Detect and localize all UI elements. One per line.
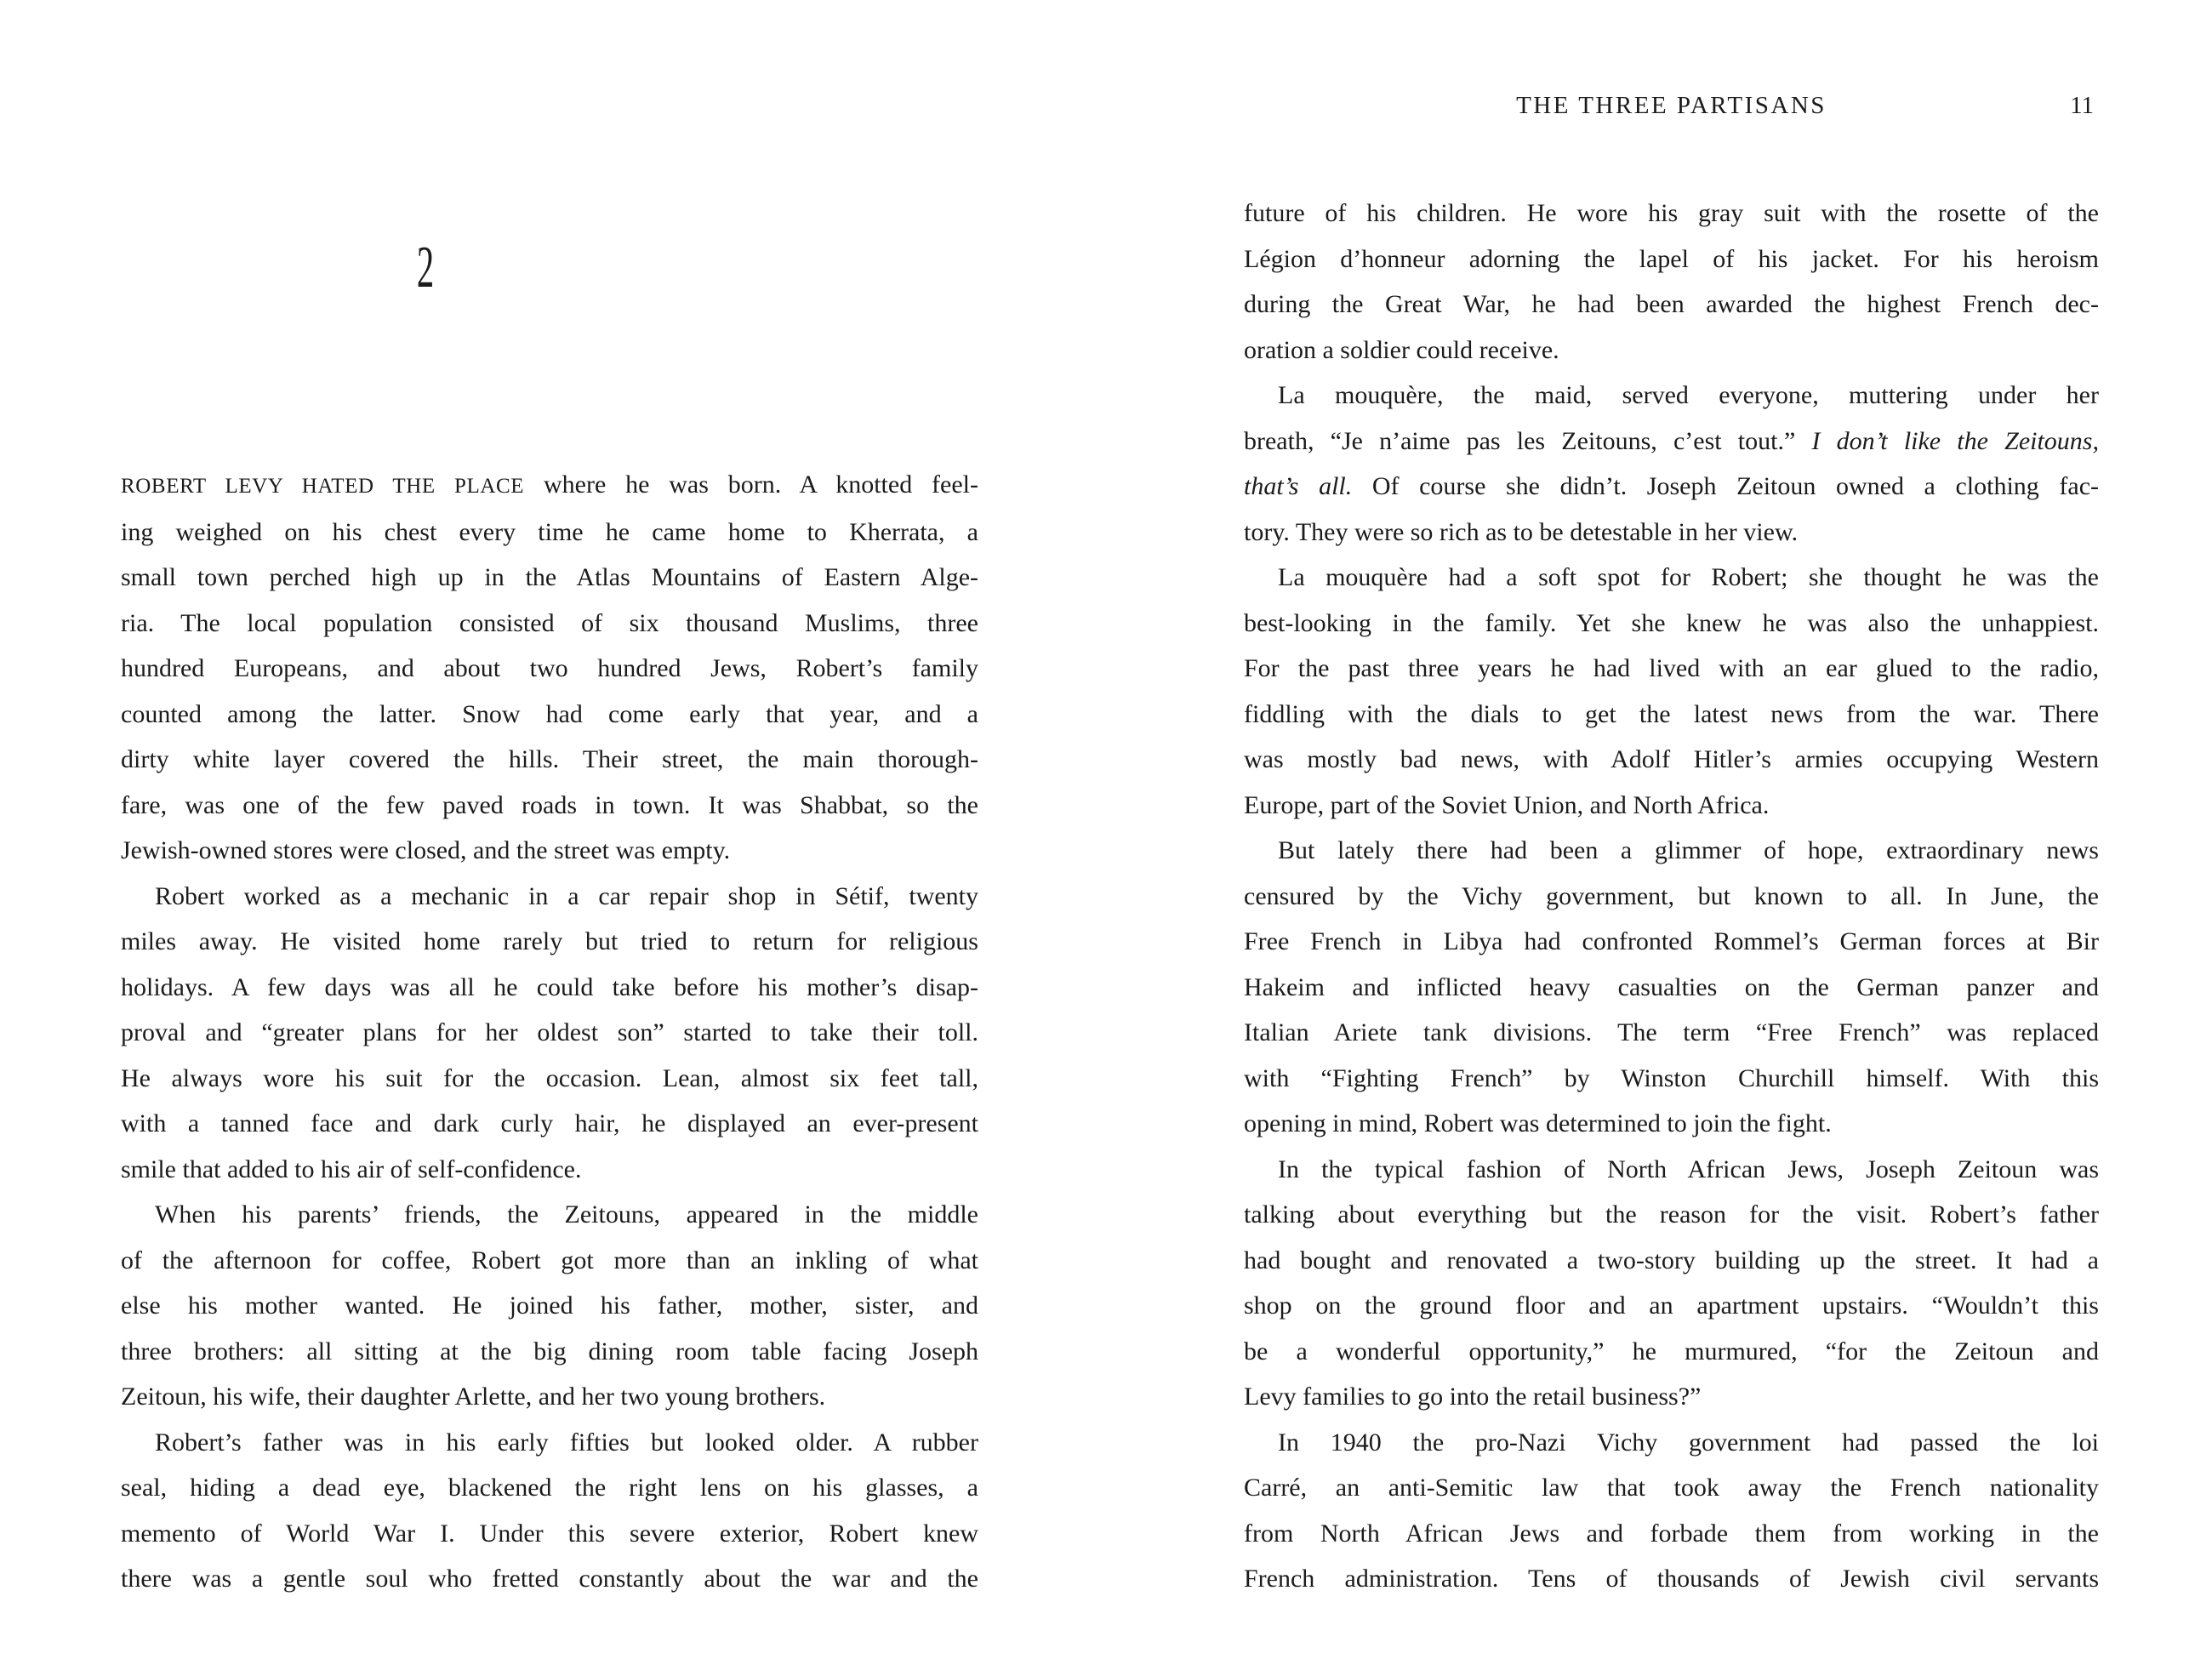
text-line: fiddling with the dials to get the latest news from the war. There: [1244, 699, 2099, 728]
paragraph: [121, 462, 978, 874]
text-line: oration a soldier could receive.: [1244, 335, 1559, 364]
text-line: seal, hiding a dead eye, blackened the right lens on his glasses, a: [121, 1474, 978, 1502]
text-line: was mostly bad news, with Adolf Hitler’s armies occupying Western: [1244, 745, 2099, 773]
text-line: future of his children. He wore his gray suit with the rosette of the: [1244, 199, 2099, 227]
text-line: smile that added to his air of self-confidence.: [121, 1154, 582, 1183]
text-line: In 1940 the pro-Nazi Vichy government had passed the loi: [1278, 1428, 2099, 1457]
text-line: else his mother wanted. He joined his father, mother, sister, and: [121, 1291, 978, 1320]
text-line: French administration. Tens of thousands of Jewish civil servants: [1244, 1565, 2099, 1593]
text-line: Hakeim and inflicted heavy casualties on the German panzer and: [1244, 972, 2099, 1001]
text-line: fare, was one of the few paved roads in town. It was Shabbat, so the: [121, 790, 978, 819]
text-segment: where he was born. A knotted feel-: [524, 470, 978, 499]
text-line: Italian Ariete tank divisions. The term “Free French” was replaced: [1244, 1018, 2099, 1046]
text-line: best-looking in the family. Yet she knew he was also the unhappiest.: [1244, 608, 2099, 637]
text-line: Carré, an anti-Semitic law that took away the French nationality: [1244, 1474, 2099, 1502]
text-line: Robert’s father was in his early fifties but looked older. A rubber: [155, 1428, 978, 1457]
text-line: miles away. He visited home rarely but tried to return for religious: [121, 927, 978, 955]
paragraph: [1244, 555, 2099, 828]
text-line: In the typical fashion of North African Jews, Joseph Zeitoun was: [1278, 1154, 2099, 1183]
text-line: be a wonderful opportunity,” he murmured, “for the Zeitoun and: [1244, 1337, 2099, 1365]
text-line: For the past three years he had lived with an ear glued to the radio,: [1244, 654, 2099, 682]
paragraph: [1244, 1420, 2099, 1602]
text-line: Jewish-owned stores were closed, and the street was empty.: [121, 836, 731, 864]
right-page-text: [1244, 191, 2099, 1602]
text-line: of the afternoon for coffee, Robert got more than an inkling of what: [121, 1246, 978, 1274]
paragraph: [1244, 373, 2099, 555]
text-line: proval and “greater plans for her oldest son” started to take their toll.: [121, 1018, 978, 1046]
text-line: during the Great War, he had been awarded the highest French dec-: [1244, 290, 2099, 318]
paragraph: [121, 1192, 978, 1420]
paragraph: [1244, 1147, 2099, 1420]
text-line: talking about everything but the reason for the visit. Robert’s father: [1244, 1200, 2099, 1229]
text-line: La mouquère had a soft spot for Robert; she thought he was the: [1278, 563, 2099, 591]
text-line: hundred Europeans, and about two hundred Jews, Robert’s family: [121, 654, 978, 682]
text-line: shop on the ground floor and an apartment upstairs. “Wouldn’t this: [1244, 1291, 2099, 1320]
text-line: with a tanned face and dark curly hair, he displayed an ever-present: [121, 1109, 978, 1137]
paragraph: [1244, 191, 2099, 373]
text-segment: breath, “Je n’aime pas les Zeitouns, c’est tout.”: [1244, 426, 1812, 455]
paragraph: [121, 874, 978, 1193]
text-line: ing weighed on his chest every time he came home to Kherrata, a: [121, 517, 978, 546]
running-head-title: THE THREE PARTISANS: [1516, 92, 1827, 119]
text-line: La mouquère, the maid, served everyone, muttering under her: [1278, 381, 2099, 409]
text-line: with “Fighting French” by Winston Churchill himself. With this: [1244, 1063, 2099, 1092]
text-line: there was a gentle soul who fretted constantly about the war and the: [121, 1565, 978, 1593]
text-line: censured by the Vichy government, but known to all. In June, the: [1244, 881, 2099, 910]
text-line: Europe, part of the Soviet Union, and North Africa.: [1244, 790, 1770, 819]
paragraph: [121, 1420, 978, 1602]
text-line: But lately there had been a glimmer of hope, extraordinary news: [1278, 836, 2099, 864]
text-line: [121, 462, 978, 510]
text-line: Légion d’honneur adorning the lapel of his jacket. For his heroism: [1244, 244, 2099, 273]
paragraph: [1244, 828, 2099, 1147]
text-line: from North African Jews and forbade them from working in the: [1244, 1519, 2099, 1548]
left-page-text: [121, 462, 978, 1602]
text-line: three brothers: all sitting at the big dining room table facing Joseph: [121, 1337, 978, 1365]
text-line: [1244, 419, 2099, 465]
text-line: He always wore his suit for the occasion. Lean, almost six feet tall,: [121, 1063, 978, 1092]
text-line: ria. The local population consisted of six thousand Muslims, three: [121, 608, 978, 637]
text-line: holidays. A few days was all he could take before his mother’s disap-: [121, 972, 978, 1001]
running-head: [1244, 90, 2099, 124]
text-line: memento of World War I. Under this severe exterior, Robert knew: [121, 1519, 978, 1548]
text-line: Robert worked as a mechanic in a car repair shop in Sétif, twenty: [155, 881, 978, 910]
text-line: [1244, 464, 2099, 510]
text-segment: that’s all.: [1244, 472, 1353, 500]
text-segment: Of course she didn’t. Joseph Zeitoun owned a clothing fac-: [1352, 472, 2100, 500]
text-line: Free French in Libya had confronted Rommel’s German forces at Bir: [1244, 927, 2099, 955]
text-line: tory. They were so rich as to be detestable in her view.: [1244, 517, 1799, 546]
page-number: 11: [2070, 92, 2094, 119]
text-line: had bought and renovated a two-story building up the street. It had a: [1244, 1246, 2099, 1274]
text-line: counted among the latter. Snow had come early that year, and a: [121, 699, 978, 728]
text-line: dirty white layer covered the hills. Their street, the main thorough-: [121, 745, 978, 773]
text-line: Levy families to go into the retail business?”: [1244, 1382, 1702, 1411]
text-line: opening in mind, Robert was determined to join the fight.: [1244, 1109, 1832, 1137]
text-line: When his parents’ friends, the Zeitouns, appeared in the middle: [155, 1200, 978, 1229]
text-line: small town perched high up in the Atlas Mountains of Eastern Alge-: [121, 563, 978, 591]
text-segment: ROBERT LEVY HATED THE PLACE: [121, 475, 525, 498]
text-line: Zeitoun, his wife, their daughter Arlette, and her two young brothers.: [121, 1382, 826, 1411]
text-segment: I don’t like the Zeitouns,: [1811, 426, 2099, 455]
chapter-number: 2: [416, 235, 435, 300]
